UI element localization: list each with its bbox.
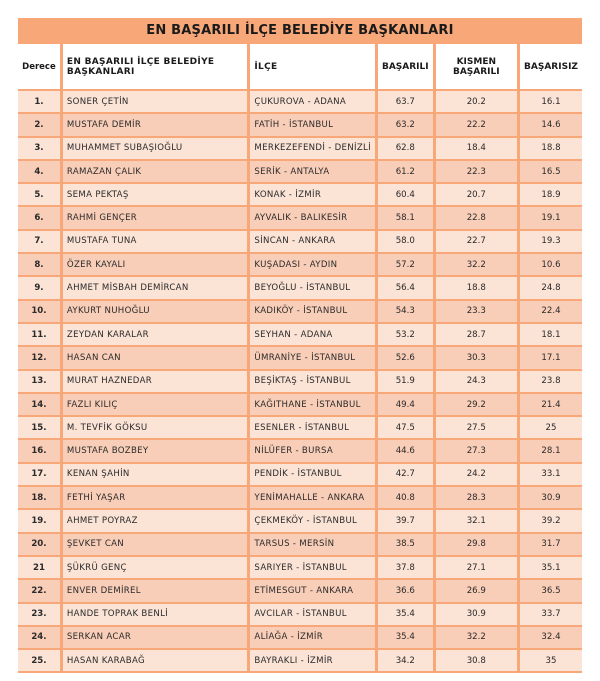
cell-mayor-name: ÖZER KAYALI <box>63 254 251 277</box>
cell-partially-successful: 23.3 <box>436 301 520 324</box>
cell-district: KAĞITHANE - İSTANBUL <box>250 394 378 417</box>
cell-rank: 2. <box>18 114 63 137</box>
cell-rank: 10. <box>18 301 63 324</box>
cell-rank: 19. <box>18 510 63 533</box>
cell-mayor-name: MURAT HAZNEDAR <box>63 371 251 394</box>
cell-rank: 1. <box>18 91 63 114</box>
cell-successful: 53.2 <box>378 324 436 347</box>
cell-mayor-name: RAHMİ GENÇER <box>63 207 251 230</box>
table-row <box>18 650 582 673</box>
cell-rank: 11. <box>18 324 63 347</box>
cell-partially-successful: 27.5 <box>436 417 520 440</box>
ranking-table <box>18 44 582 673</box>
table-row <box>18 417 582 440</box>
cell-rank: 16. <box>18 440 63 463</box>
cell-partially-successful: 30.9 <box>436 604 520 627</box>
cell-partially-successful: 18.8 <box>436 277 520 300</box>
cell-successful: 54.3 <box>378 301 436 324</box>
cell-partially-successful: 22.7 <box>436 231 520 254</box>
cell-district: FATİH - İSTANBUL <box>250 114 378 137</box>
cell-rank: 14. <box>18 394 63 417</box>
cell-mayor-name: KENAN ŞAHİN <box>63 464 251 487</box>
cell-mayor-name: MUSTAFA TUNA <box>63 231 251 254</box>
cell-district: ALİAĞA - İZMİR <box>250 627 378 650</box>
cell-successful: 42.7 <box>378 464 436 487</box>
cell-partially-successful: 29.2 <box>436 394 520 417</box>
cell-unsuccessful: 19.3 <box>520 231 582 254</box>
cell-district: ESENLER - İSTANBUL <box>250 417 378 440</box>
cell-rank: 25. <box>18 650 63 673</box>
cell-partially-successful: 22.3 <box>436 161 520 184</box>
cell-partially-successful: 27.1 <box>436 557 520 580</box>
header-row <box>18 44 582 91</box>
cell-rank: 20. <box>18 534 63 557</box>
table-row <box>18 114 582 137</box>
cell-partially-successful: 28.3 <box>436 487 520 510</box>
cell-district: AYVALIK - BALIKESİR <box>250 207 378 230</box>
table-row <box>18 301 582 324</box>
cell-partially-successful: 24.3 <box>436 371 520 394</box>
cell-mayor-name: SEMA PEKTAŞ <box>63 184 251 207</box>
cell-district: SİNCAN - ANKARA <box>250 231 378 254</box>
cell-rank: 21 <box>18 557 63 580</box>
cell-unsuccessful: 22.4 <box>520 301 582 324</box>
cell-successful: 52.6 <box>378 347 436 370</box>
cell-mayor-name: ŞÜKRÜ GENÇ <box>63 557 251 580</box>
cell-successful: 51.9 <box>378 371 436 394</box>
cell-successful: 58.1 <box>378 207 436 230</box>
cell-mayor-name: AHMET MİSBAH DEMİRCAN <box>63 277 251 300</box>
cell-partially-successful: 22.2 <box>436 114 520 137</box>
cell-mayor-name: HASAN CAN <box>63 347 251 370</box>
cell-unsuccessful: 17.1 <box>520 347 582 370</box>
cell-district: SARIYER - İSTANBUL <box>250 557 378 580</box>
table-row <box>18 371 582 394</box>
cell-district: ETİMESGUT - ANKARA <box>250 580 378 603</box>
header-rank: Derece <box>18 44 63 91</box>
cell-district: KADIKÖY - İSTANBUL <box>250 301 378 324</box>
table-row <box>18 557 582 580</box>
cell-successful: 61.2 <box>378 161 436 184</box>
cell-unsuccessful: 16.5 <box>520 161 582 184</box>
cell-district: KONAK - İZMİR <box>250 184 378 207</box>
cell-successful: 49.4 <box>378 394 436 417</box>
cell-partially-successful: 27.3 <box>436 440 520 463</box>
cell-district: NİLÜFER - BURSA <box>250 440 378 463</box>
cell-district: SEYHAN - ADANA <box>250 324 378 347</box>
cell-mayor-name: FAZLI KILIÇ <box>63 394 251 417</box>
table-row <box>18 580 582 603</box>
cell-mayor-name: AYKURT NUHOĞLU <box>63 301 251 324</box>
cell-mayor-name: ZEYDAN KARALAR <box>63 324 251 347</box>
cell-unsuccessful: 35 <box>520 650 582 673</box>
cell-district: ÇUKUROVA - ADANA <box>250 91 378 114</box>
table-row <box>18 510 582 533</box>
cell-unsuccessful: 16.1 <box>520 91 582 114</box>
cell-rank: 8. <box>18 254 63 277</box>
cell-mayor-name: FETHİ YAŞAR <box>63 487 251 510</box>
cell-rank: 9. <box>18 277 63 300</box>
cell-mayor-name: ENVER DEMİREL <box>63 580 251 603</box>
table-row <box>18 277 582 300</box>
cell-rank: 5. <box>18 184 63 207</box>
cell-rank: 7. <box>18 231 63 254</box>
cell-successful: 63.2 <box>378 114 436 137</box>
cell-mayor-name: HASAN KARABAĞ <box>63 650 251 673</box>
table-row <box>18 604 582 627</box>
cell-district: TARSUS - MERSİN <box>250 534 378 557</box>
cell-district: ÜMRANİYE - İSTANBUL <box>250 347 378 370</box>
cell-mayor-name: SONER ÇETİN <box>63 91 251 114</box>
cell-unsuccessful: 39.2 <box>520 510 582 533</box>
cell-successful: 60.4 <box>378 184 436 207</box>
table-row <box>18 207 582 230</box>
cell-mayor-name: MUHAMMET SUBAŞIOĞLU <box>63 138 251 161</box>
cell-mayor-name: MUSTAFA DEMİR <box>63 114 251 137</box>
cell-unsuccessful: 30.9 <box>520 487 582 510</box>
header-partially-successful: KISMEN BAŞARILI <box>436 44 520 91</box>
cell-successful: 44.6 <box>378 440 436 463</box>
cell-successful: 40.8 <box>378 487 436 510</box>
table-row <box>18 464 582 487</box>
cell-unsuccessful: 36.5 <box>520 580 582 603</box>
cell-rank: 12. <box>18 347 63 370</box>
cell-partially-successful: 32.1 <box>436 510 520 533</box>
cell-rank: 22. <box>18 580 63 603</box>
cell-unsuccessful: 33.1 <box>520 464 582 487</box>
cell-successful: 57.2 <box>378 254 436 277</box>
table-row <box>18 627 582 650</box>
cell-partially-successful: 30.3 <box>436 347 520 370</box>
cell-unsuccessful: 33.7 <box>520 604 582 627</box>
cell-partially-successful: 20.7 <box>436 184 520 207</box>
cell-rank: 17. <box>18 464 63 487</box>
ranking-panel <box>18 18 582 666</box>
cell-mayor-name: M. TEVFİK GÖKSU <box>63 417 251 440</box>
cell-district: BEŞİKTAŞ - İSTANBUL <box>250 371 378 394</box>
cell-partially-successful: 18.4 <box>436 138 520 161</box>
table-row <box>18 440 582 463</box>
cell-unsuccessful: 24.8 <box>520 277 582 300</box>
cell-successful: 56.4 <box>378 277 436 300</box>
cell-mayor-name: SERKAN ACAR <box>63 627 251 650</box>
cell-unsuccessful: 25 <box>520 417 582 440</box>
cell-partially-successful: 20.2 <box>436 91 520 114</box>
cell-partially-successful: 32.2 <box>436 254 520 277</box>
cell-mayor-name: AHMET POYRAZ <box>63 510 251 533</box>
cell-successful: 62.8 <box>378 138 436 161</box>
cell-successful: 35.4 <box>378 604 436 627</box>
cell-unsuccessful: 18.1 <box>520 324 582 347</box>
cell-unsuccessful: 21.4 <box>520 394 582 417</box>
cell-rank: 4. <box>18 161 63 184</box>
cell-unsuccessful: 35.1 <box>520 557 582 580</box>
cell-partially-successful: 29.8 <box>436 534 520 557</box>
cell-district: KUŞADASI - AYDIN <box>250 254 378 277</box>
cell-mayor-name: HANDE TOPRAK BENLİ <box>63 604 251 627</box>
cell-district: PENDİK - İSTANBUL <box>250 464 378 487</box>
cell-successful: 35.4 <box>378 627 436 650</box>
cell-partially-successful: 22.8 <box>436 207 520 230</box>
cell-successful: 38.5 <box>378 534 436 557</box>
cell-unsuccessful: 31.7 <box>520 534 582 557</box>
cell-partially-successful: 28.7 <box>436 324 520 347</box>
cell-unsuccessful: 18.8 <box>520 138 582 161</box>
cell-unsuccessful: 10.6 <box>520 254 582 277</box>
table-row <box>18 347 582 370</box>
table-row <box>18 184 582 207</box>
cell-partially-successful: 32.2 <box>436 627 520 650</box>
header-unsuccessful: BAŞARISIZ <box>520 44 582 91</box>
cell-partially-successful: 26.9 <box>436 580 520 603</box>
cell-district: MERKEZEFENDİ - DENİZLİ <box>250 138 378 161</box>
cell-rank: 6. <box>18 207 63 230</box>
cell-unsuccessful: 23.8 <box>520 371 582 394</box>
cell-rank: 24. <box>18 627 63 650</box>
cell-district: SERİK - ANTALYA <box>250 161 378 184</box>
table-row <box>18 487 582 510</box>
cell-successful: 58.0 <box>378 231 436 254</box>
header-district: İLÇE <box>250 44 378 91</box>
table-row <box>18 254 582 277</box>
cell-unsuccessful: 14.6 <box>520 114 582 137</box>
cell-successful: 37.8 <box>378 557 436 580</box>
cell-rank: 23. <box>18 604 63 627</box>
cell-mayor-name: MUSTAFA BOZBEY <box>63 440 251 463</box>
cell-rank: 18. <box>18 487 63 510</box>
cell-district: BEYOĞLU - İSTANBUL <box>250 277 378 300</box>
cell-mayor-name: ŞEVKET CAN <box>63 534 251 557</box>
cell-district: BAYRAKLI - İZMİR <box>250 650 378 673</box>
cell-successful: 47.5 <box>378 417 436 440</box>
table-row <box>18 394 582 417</box>
table-row <box>18 138 582 161</box>
table-row <box>18 91 582 114</box>
cell-rank: 3. <box>18 138 63 161</box>
cell-partially-successful: 24.2 <box>436 464 520 487</box>
table-row <box>18 161 582 184</box>
cell-successful: 36.6 <box>378 580 436 603</box>
cell-district: AVCILAR - İSTANBUL <box>250 604 378 627</box>
cell-successful: 39.7 <box>378 510 436 533</box>
table-row <box>18 231 582 254</box>
cell-partially-successful: 30.8 <box>436 650 520 673</box>
table-title: EN BAŞARILI İLÇE BELEDİYE BAŞKANLARI <box>146 22 454 38</box>
cell-rank: 13. <box>18 371 63 394</box>
cell-district: ÇEKMEKÖY - İSTANBUL <box>250 510 378 533</box>
cell-unsuccessful: 19.1 <box>520 207 582 230</box>
cell-unsuccessful: 28.1 <box>520 440 582 463</box>
cell-mayor-name: RAMAZAN ÇALIK <box>63 161 251 184</box>
header-name: EN BAŞARILI İLÇE BELEDİYE BAŞKANLARI <box>63 44 251 91</box>
table-row <box>18 324 582 347</box>
cell-unsuccessful: 32.4 <box>520 627 582 650</box>
cell-district: YENİMAHALLE - ANKARA <box>250 487 378 510</box>
cell-successful: 63.7 <box>378 91 436 114</box>
cell-unsuccessful: 18.9 <box>520 184 582 207</box>
cell-successful: 34.2 <box>378 650 436 673</box>
header-successful: BAŞARILI <box>378 44 436 91</box>
cell-rank: 15. <box>18 417 63 440</box>
table-row <box>18 534 582 557</box>
